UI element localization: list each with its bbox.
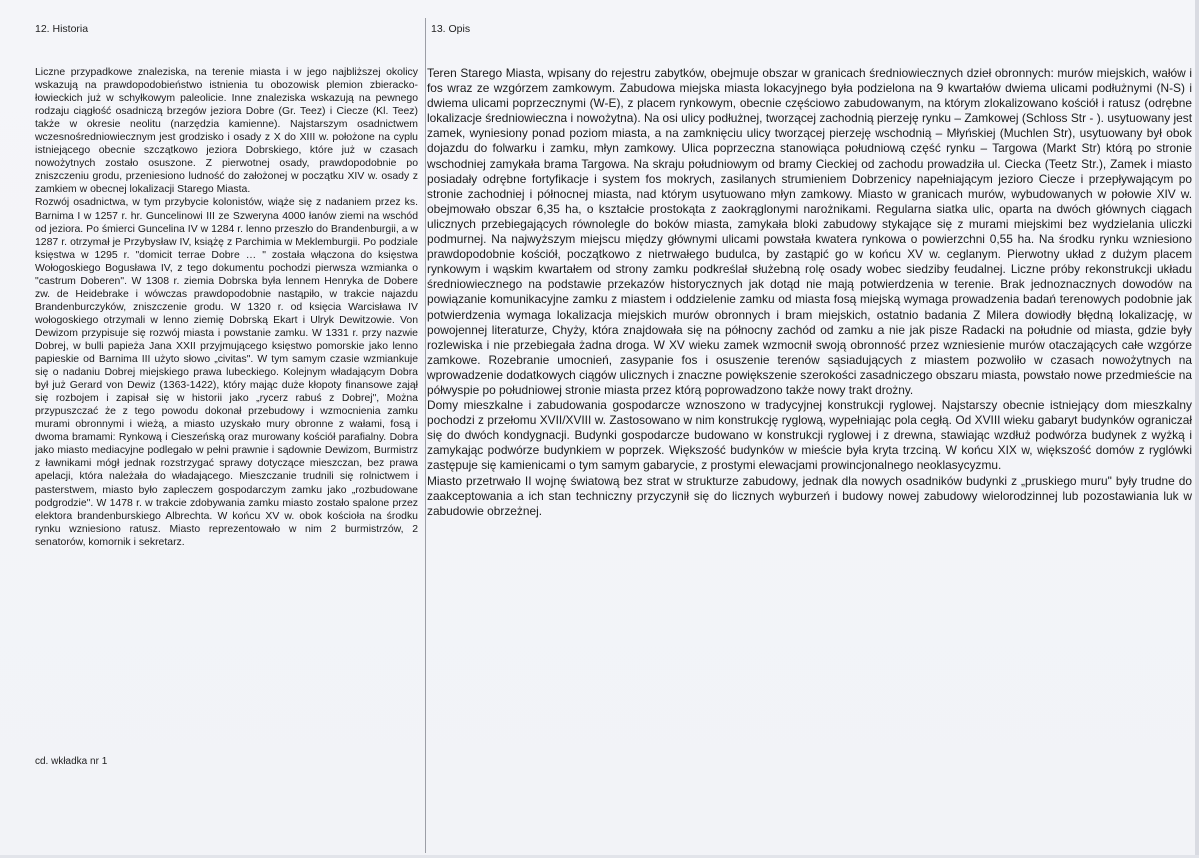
- opis-column: [427, 66, 1192, 706]
- opis-paragraph-1: Teren Starego Miasta, wpisany do rejestru zabytków, obejmuje obszar w granicach średniowiecznych dzieł obronnych: murów miejskich, wałów i fos wraz ze wzgórzem zamkowym. Zabudowa miejska miasta lokacyjnego była podzielona na 9 kwartałów dwiema ulicami podłużnymi (N-S) i dwiema ulicami poprzecznymi (W-E), z placem rynkowym, obecnie częściowo zabudowanym, na którym zlokalizowano kościół i ratusz (odrębne lokalizacje średniowieczna i nowożytna). Na osi ulicy podłużnej, tworzącej zachodnią pierzeję rynku – Zamkowej (Schloss Str - ). usytuowany jest zamek, wyniesiony ponad poziom miasta, a na zamknięciu ulicy tworzącej pierzeję wschodnią – Młyńskiej (Muchlen Str), usytuowany był obok dojazdu do folwarku i zamku, młyn zamkowy. Ulica poprzeczna stanowiąca południową część rynku – Targowa (Markt Str) którą po stronie wschodniej zamykała brama Targowa. Na skraju południowym od bramy Cieckiej od zachodu prowadziła ul. Ciecka (Teetz Str.), Zamek i miasto posiadały odrębne fortyfikacje i system fos mokrych, zasilanych strumieniem Dobrzenicy napełniającym jezioro Ciecze i przepływającym po stronie zachodniej i północnej miasta, nad którym usytuowano młyn zamkowy. Miasto w granicach murów, wybudowanych w połowie XIV w. obejmowało obszar 6,35 ha, o kształcie prostokąta z zaokrąglonymi narożnikami. Regularna siatka ulic, oparta na dwóch głównych ciągach ulicznych przebiegających równolegle do boków miasta, zamykała bloki zabudowy stykające się z murami miejskimi bez wydzielania uliczki podmurnej. Na najwyższym miejscu między głównymi ulicami powstała kwatera rynkowa o powierzchni 0,55 ha. Na środku rynku wzniesiono prawdopodobnie kościół, początkowo z nietrwałego budulca, by zastąpić go w końcu XV w. ceglanym. Pierwotny układ z dużym placem rynkowym i wąskim kwartałem od strony zamku podkreślał służebną rolę osady wobec siedziby feudalnej. Liczne próby rekonstrukcji układu średniowiecznego na podstawie przekazów historycznych jak dotąd nie mają potwierdzenia w terenie. Brak jednoznacznych dowodów na powiązanie komunikacyjne zamku z miastem i oddzielenie zamku od miasta fosą miejską wymaga prowadzenia badań terenowych podobnie jak potwierdzenia wymaga lokalizacja miejskich murów obronnych i bram miejskich, ostatnio badania Z Milera dowiodły błędną lokalizację, w powojennej literaturze, Chyży, która znajdowała się na północny zachód od zamku a nie jak pisze Radacki na południe od miasta, gdzie były rozlewiska i nie przebiegała żadna droga. W XV wieku zamek wzmocnił swoją obronność przez wzniesienie murów otaczających całe wzgórze zamkowe. Rozebranie umocnień, zasypanie fos i osuszenie terenów sąsiadujących z miastem pozwoliło w czasach nowożytnych na wprowadzenie dodatkowych ciągów ulicznych i znaczne powiększenie szerokości zasadniczego obszaru miasta, powstało nowe przedmieście na półwyspie po południowej stronie miasta przez którą poprowadzono także nowy trakt drożny.: [427, 66, 1192, 397]
- section-header-historia: 12. Historia: [35, 23, 89, 35]
- historia-paragraph-2: Rozwój osadnictwa, w tym przybycie kolonistów, wiąże się z nadaniem przez ks. Barnima I w 1257 r. hr. Guncelinowi III ze Szweryna 4000 łanów ziemi na wschód od jeziora. Po śmierci Guncelina IV w 1284 r. lenno przeszło do Brandenburgii, a w 1287 r. otrzymał je Przybysław IV, książę z Parchimia w Meklemburgii. Po podziale księstwa w 1295 r. "domicit terrae Dobre … " została włączona do księstwa Wołogoskiego Bogusława IV, z tego dokumentu pochodzi pierwsza wzmianka o "castrum Doberen". W 1308 r. ziemia Dobrska była lennem Henryka de Dobere zw. de Heidebrake i wówczas prawdopodobnie nastąpiło, w trakcie najazdu Brandenburczyków, zniszczenie grodu. W 1320 r. od księcia Warcisława IV wołogoskiego otrzymali w lenno ziemię Dobrską Ekart i Ulryk Dewitzowie. Von Dewizom przypisuje się rozwój miasta i powstanie zamku. W 1331 r. przy nazwie Dobrej, w bulli papieża Jana XXII przyjmującego księstwo pomorskie jako lenno papieskie od Barnima III użyto słowo „civitas". W tym samym czasie wzmiankuje się o nadaniu Dobrej miejskiego prawa lubeckiego. Kolejnym władającym Dobra był już Gerard von Dewiz (1363-1422), który mając duże kłopoty finansowe zajął się rozbojem i zapisał się w historii jako „rycerz rabuś z Dobrej", Można przypuszczać że z tego powodu dokonał przebudowy i wzmocnienia zamku murami obronnymi i wieżą, a miasto uzyskało mury obronne z wałami, fosą i dwoma bramami: Rynkową i Cieszeńską oraz murowany kościół parafialny. Dobra jako miasto mediacyjne podlegało w pełni prawnie i sądownie Dewizom, Burmistrz z ławnikami mógł jednak rozstrzygać sprawy dotyczące mieszczan, bez prawa apelacji, która należała do władającego. Mieszczanie trudnili się rolnictwem i pasterstwem, miasto było zapleczem gospodarczym zamku jako „rozbudowane podgrodzie". W 1478 r. w trakcie zdobywania zamku miasto zostało spalone przez elektora brandenburskiego Albrechta. W końcu XV w. obok kościoła na środku rynku wzniesiono ratusz. Miasto reprezentowało w nim 2 burmistrzów, 2 senatorów, komornik i sekretarz.: [35, 197, 418, 548]
- historia-column: [35, 66, 418, 746]
- continuation-note: cd. wkładka nr 1: [35, 756, 108, 767]
- historia-paragraph-1: Liczne przypadkowe znaleziska, na terenie miasta i w jego najbliższej okolicy wskazują na prawdopodobieństwo istnienia tu obozowisk plemion zbieracko-łowieckich już w schyłkowym paleolicie. Inne znaleziska wskazują na pewnego rodzaju ciągłość osadniczą brzegów jeziora Dobre (Gr. Teez) i Ciecze (Kl. Teez) także w okresie neolitu (narzędzia kamienne). Najstarszym osadnictwem wczesnośredniowiecznym jest grodzisko i osady z X do XIII w. położone na cyplu istniejącego obecnie szczątkowo jeziora Dobrskiego, które już w czasach nowożytnych zostało osuszone. Z pierwotnej osady, prawdopodobnie po zniszczeniu grodu, przeniesiono ludność do założonej w początku XIV w. osady z zamkiem w obecnej lokalizacji Starego Miasta.: [35, 67, 418, 196]
- opis-paragraph-3: Miasto przetrwało II wojnę światową bez strat w strukturze zabudowy, jednak dla nowych osadników budynki z „pruskiego muru" były trudne do zaakceptowania a ich stan techniczny przyczynił się do licznych wyburzeń i budowy nowej zabudowy wielorodzinnej lub pozostawiania luk w zabudowie obrzeżnej.: [427, 473, 1192, 518]
- page-edge-right: [1195, 0, 1199, 858]
- opis-paragraph-2: Domy mieszkalne i zabudowania gospodarcze wznoszono w tradycyjnej konstrukcji ryglowej. Najstarszy obecnie istniejący dom mieszkalny pochodzi z przełomu XVII/XVIII w. Zastosowano w nim konstrukcję ryglową, wypełniając pola cegłą. Od XVIII wieku gabaryt budynków ograniczał się do dwóch kondygnacji. Budynki gospodarcze budowano w konstrukcji ryglowej i z drewna, stawiając wzdłuż podwórza budynek z wyżką i zamykając podwórze budynkiem w poprzek. Większość budynków w mieście była kryta trzciną. W końcu XIX w, większość domów z ryglówki zastępuje się kamienicami o tym samym gabarycie, z prostymi elewacjami prowincjonalnego neoklasycyzmu.: [427, 398, 1192, 473]
- column-divider: [425, 18, 426, 853]
- section-header-opis: 13. Opis: [431, 23, 471, 35]
